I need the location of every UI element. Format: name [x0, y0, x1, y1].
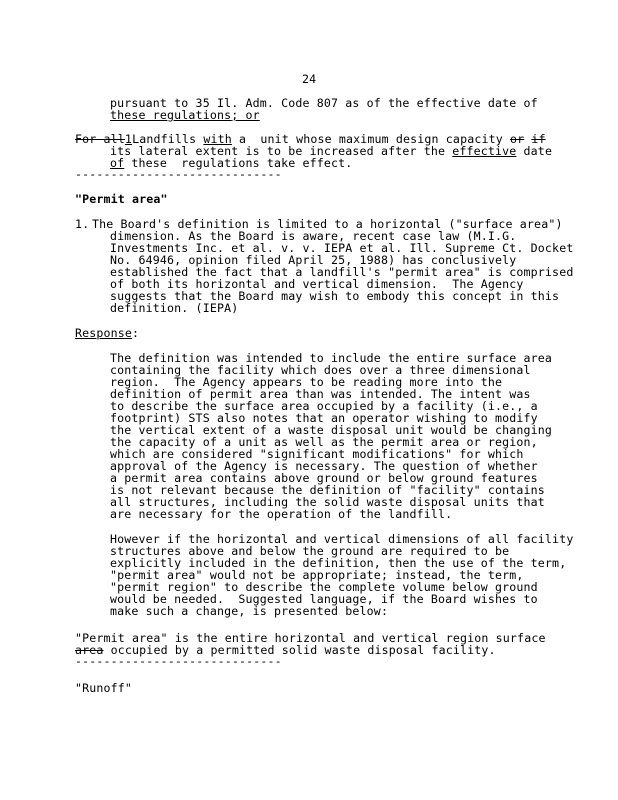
separator-1: ----------------------------- [75, 169, 282, 179]
response-line: The definition was intended to include the entire surface area [110, 351, 553, 365]
comment-line: definition. (IEPA) [110, 301, 239, 315]
comment-line: of both its horizontal and vertical dimension. The Agency [110, 277, 524, 291]
response-line: containing the facility which does over a three dimensional [110, 363, 531, 377]
comment-line: established the fact that a landfill's "permit area" is comprised [110, 265, 574, 279]
response-line: "permit region" to describe the complete volume below ground [110, 580, 538, 594]
comment-line: The Board's definition is limited to a horizontal ("surface area") [92, 217, 563, 231]
response-line: the vertical extent of a waste disposal unit would be changing [110, 423, 553, 437]
response-line: which are considered "significant modifications" for which [110, 447, 524, 461]
intro-line-1: pursuant to 35 Il. Adm. Code 807 as of the effective date of [110, 96, 538, 110]
response-line: footprint) STS also notes that an operator wishing to modify [110, 411, 538, 425]
comment-number: 1. [75, 217, 90, 231]
comment-line: suggests that the Board may wish to embody this concept in this [110, 289, 560, 303]
response-line: to describe the surface area occupied by a facility (i.e., a [110, 399, 538, 413]
response-line: approval of the Agency is necessary. The question of whether [110, 459, 538, 473]
heading-runoff: "Runoff" [75, 681, 133, 695]
response-line: the capacity of a unit as well as the permit area or region, [110, 435, 538, 449]
proposed-definition-line-2: area occupied by a permitted solid waste disposal facility. [75, 643, 496, 657]
struck-if: if [531, 132, 546, 146]
intro-line-2 [110, 109, 260, 122]
for-all-line-3: of these regulations take effect. [110, 156, 353, 170]
inserted-effective: effective [452, 144, 517, 158]
comment-line: Investments Inc. et al. v. v. IEPA et al. Ill. Supreme Ct. Docket [110, 241, 574, 255]
response-label: Response: [75, 326, 140, 340]
response-line: However if the horizontal and vertical dimensions of all facility [110, 532, 574, 546]
struck-area: area [75, 643, 104, 657]
inserted-1: 1 [124, 132, 133, 146]
response-line: would be needed. Suggested language, if the Board wishes to [110, 592, 538, 606]
response-line: make such a change, is presented below: [110, 604, 389, 618]
response-line: "permit area" would not be appropriate; instead, the term, [110, 568, 524, 582]
response-line: a permit area contains above ground or below ground features [110, 471, 538, 485]
response-line: structures above and below the ground are required to be [110, 544, 510, 558]
for-all-line-1: For all1Landfills with a unit whose maximum design capacity or if [75, 132, 546, 146]
response-line: region. The Agency appears to be reading more into the [110, 375, 503, 389]
comment-line: dimension. As the Board is aware, recent case law (M.I.G. [110, 229, 517, 243]
response-line: is not relevant because the definition of "facility" contains [110, 483, 545, 497]
page-number: 24 [302, 72, 317, 86]
separator-2: ----------------------------- [75, 656, 282, 666]
proposed-definition-line-1: "Permit area" is the entire horizontal and vertical region surface [75, 631, 546, 645]
response-line: are necessary for the operation of the landfill. [110, 507, 453, 521]
response-line: all structures, including the solid waste disposal units that [110, 495, 545, 509]
intro-inserted-or: ; or [231, 108, 260, 122]
struck-for-all: For all [75, 132, 125, 146]
intro-underlined-text: these regulations [110, 108, 232, 122]
comment-line: No. 64946, opinion filed April 25, 1988) has conclusively [110, 253, 517, 267]
struck-or: or [509, 132, 525, 146]
heading-permit-area: "Permit area" [75, 192, 168, 206]
inserted-of: of [110, 156, 125, 170]
for-all-line-2: its lateral extent is to be increased after the effective date [110, 144, 553, 158]
response-line: explicitly included in the definition, then the use of the term, [110, 556, 567, 570]
response-line: definition of permit area than was intended. The intent was [110, 387, 531, 401]
inserted-with: with [203, 132, 232, 146]
